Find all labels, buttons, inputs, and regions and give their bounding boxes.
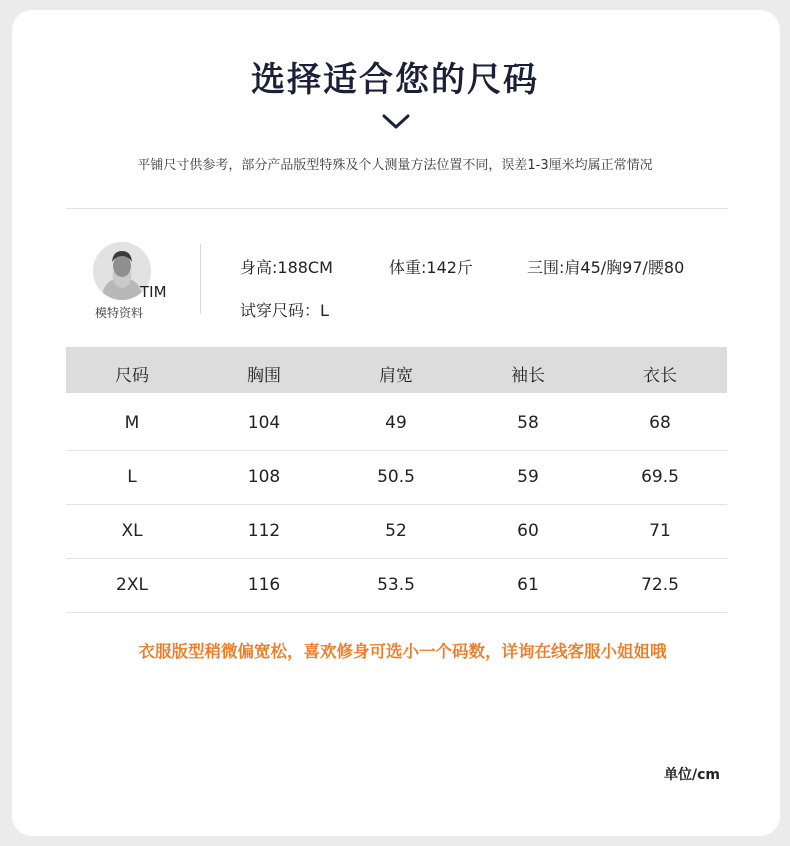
- column-header: 尺码: [115, 366, 149, 386]
- table-cell: 108: [247, 467, 281, 487]
- column-header: 肩宽: [379, 366, 413, 386]
- table-cell: 112: [247, 521, 281, 541]
- model-height: 身高:188CM: [240, 258, 333, 277]
- table-row: [66, 451, 727, 505]
- table-row: [66, 559, 727, 613]
- table-row: [66, 397, 727, 451]
- table-cell: 72.5: [641, 575, 679, 595]
- table-cell: 104: [247, 413, 281, 433]
- table-cell: 60: [517, 521, 539, 541]
- table-cell: 2XL: [116, 575, 148, 595]
- table-cell: 53.5: [377, 575, 415, 595]
- chevron-down-icon: [381, 112, 411, 132]
- table-cell: 52: [385, 521, 407, 541]
- model-measurements: 三围:肩45/胸97/腰80: [527, 258, 685, 277]
- model-name: TIM: [140, 283, 167, 301]
- table-cell: XL: [121, 521, 143, 541]
- table-cell: 71: [649, 521, 671, 541]
- section-divider: [66, 208, 728, 209]
- table-cell: M: [124, 413, 140, 433]
- table-cell: 49: [385, 413, 407, 433]
- page-title: 选择适合您的尺码: [251, 60, 539, 100]
- size-table-header: [66, 347, 727, 393]
- table-cell: 69.5: [641, 467, 679, 487]
- model-trial-size: 试穿尺码：L: [240, 301, 329, 320]
- table-cell: 58: [517, 413, 539, 433]
- column-header: 袖长: [511, 366, 545, 386]
- table-cell: 50.5: [377, 467, 415, 487]
- model-info-divider: [200, 244, 201, 314]
- unit-label: 单位/cm: [664, 767, 720, 783]
- table-cell: 61: [517, 575, 539, 595]
- model-caption: 模特资料: [95, 306, 144, 320]
- model-weight: 体重:142斤: [389, 258, 473, 277]
- column-header: 胸围: [247, 366, 281, 386]
- table-cell: 59: [517, 467, 539, 487]
- table-cell: 68: [649, 413, 671, 433]
- disclaimer-text: 平铺尺寸供参考，部分产品版型特殊及个人测量方法位置不同，误差1-3厘米均属正常情况: [137, 158, 653, 173]
- fit-note: 衣服版型稍微偏宽松，喜欢修身可选小一个码数，详询在线客服小姐姐哦: [138, 642, 667, 661]
- table-cell: L: [127, 467, 137, 487]
- table-cell: 116: [247, 575, 281, 595]
- table-row: [66, 505, 727, 559]
- column-header: 衣长: [643, 366, 677, 386]
